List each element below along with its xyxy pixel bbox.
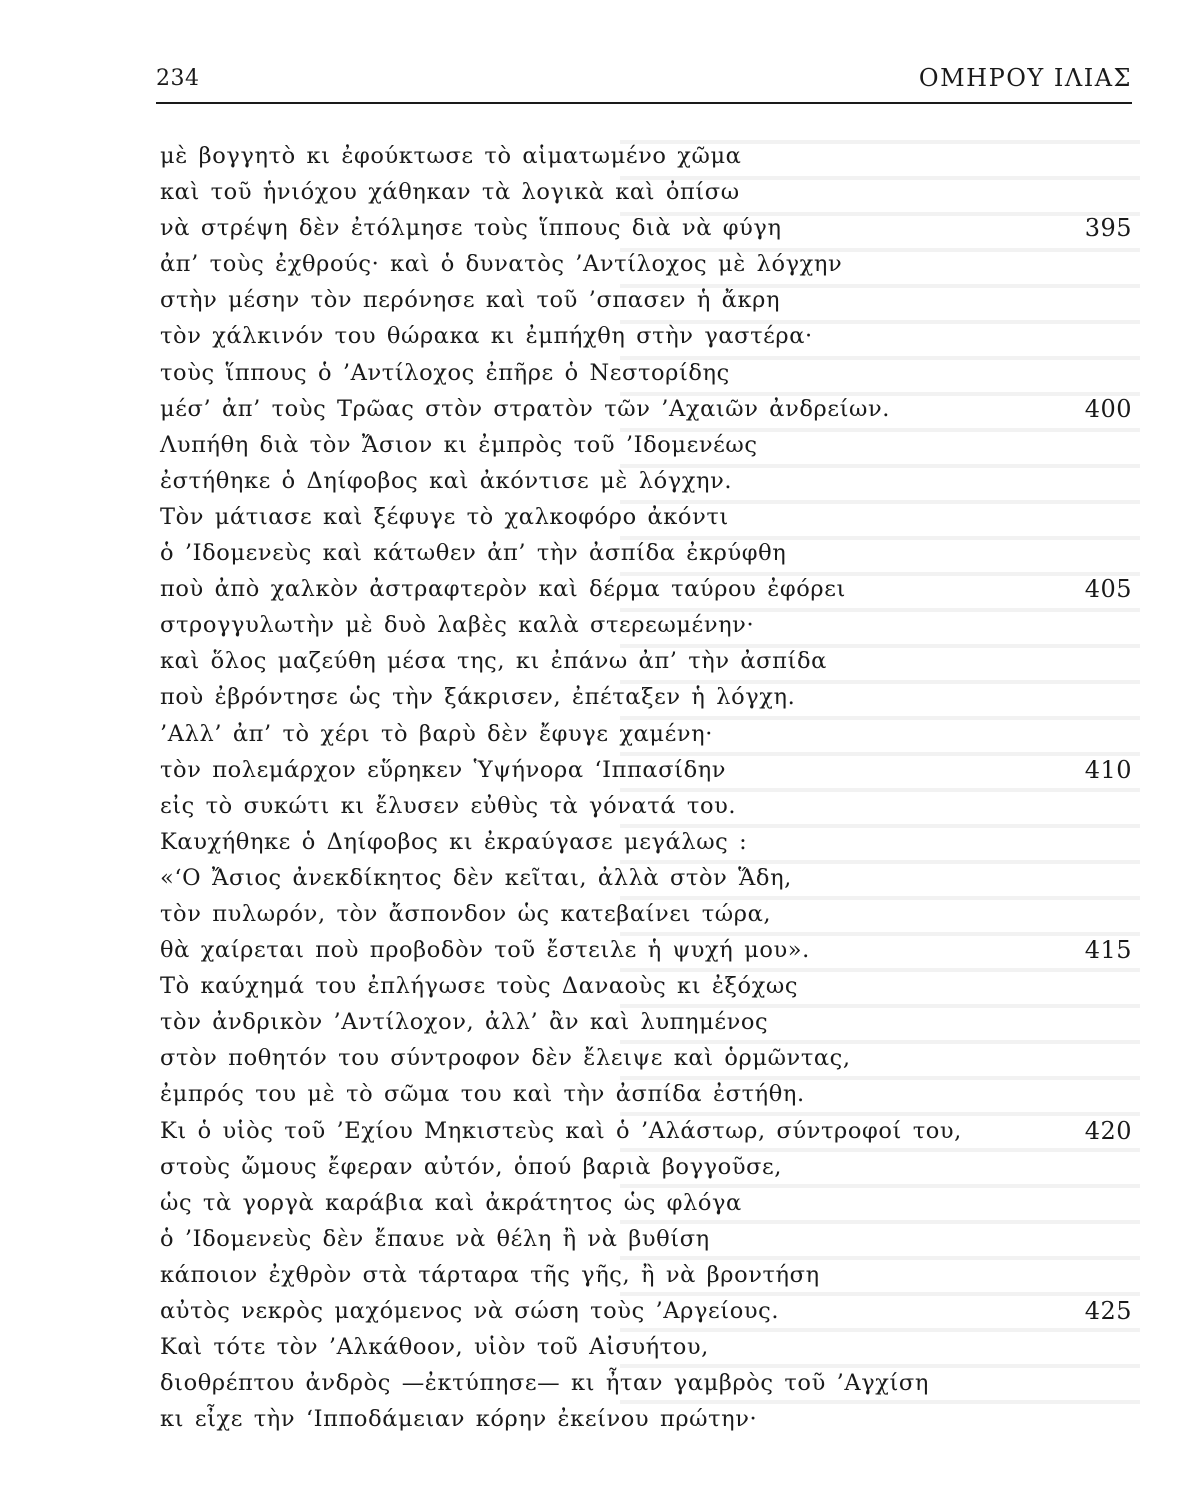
- verse-line: [160, 1365, 1132, 1401]
- verse-line: [160, 607, 1132, 643]
- verse-line: [160, 1329, 1132, 1365]
- line-number: 405: [1084, 575, 1132, 604]
- verse-line: [160, 716, 1132, 752]
- verse-text: τὸν πυλωρόν, τὸν ἄσπονδον ὡς κατεβαίνει τώρα,: [160, 900, 772, 927]
- verse-line: [160, 535, 1132, 571]
- verse-block: [160, 138, 1132, 1437]
- verse-text: θὰ χαίρεται ποὺ προβοδὸν τοῦ ἔστειλε ἡ ψυχή μου».: [160, 937, 810, 964]
- verse-line: [160, 679, 1132, 715]
- running-title: ΟΜΗΡΟΥ ΙΛΙΑΣ: [918, 64, 1132, 92]
- verse-text: τὸν πολεμάρχον εὕρηκεν Ὑψήνορα ‘Ιππασίδην: [160, 756, 727, 783]
- verse-line: [160, 391, 1132, 427]
- verse-text: στὸν ποθητόν του σύντροφον δὲν ἔλειψε καὶ ὁρμῶντας,: [160, 1045, 851, 1072]
- verse-line: [160, 968, 1132, 1004]
- page-header: [156, 62, 1132, 104]
- verse-text: στοὺς ὤμους ἔφεραν αὐτόν, ὁπού βαριὰ βογγοῦσε,: [160, 1153, 783, 1180]
- verse-line: [160, 932, 1132, 968]
- verse-line: [160, 1004, 1132, 1040]
- verse-line: [160, 318, 1132, 354]
- line-number: 415: [1084, 936, 1132, 965]
- verse-text: αὐτὸς νεκρὸς μαχόμενος νὰ σώση τοὺς ’Αργείους.: [160, 1298, 780, 1324]
- verse-line: [160, 246, 1132, 282]
- verse-text: Τὸν μάτιασε καὶ ξέφυγε τὸ χαλκοφόρο ἀκόντι: [160, 503, 729, 530]
- verse-text: κι εἶχε τὴν ‘Ιπποδάμειαν κόρην ἐκείνου πρώτην·: [160, 1406, 758, 1433]
- verse-line: [160, 174, 1132, 210]
- line-number: 410: [1084, 755, 1132, 784]
- verse-line: [160, 138, 1132, 174]
- verse-line: [160, 1257, 1132, 1293]
- verse-text: μὲ βογγητὸ κι ἐφούκτωσε τὸ αἱματωμένο χῶμα: [160, 143, 742, 169]
- verse-line: [160, 427, 1132, 463]
- verse-line: [160, 1185, 1132, 1221]
- verse-line: [160, 355, 1132, 391]
- verse-line: [160, 860, 1132, 896]
- verse-text: ἐμπρός του μὲ τὸ σῶμα του καὶ τὴν ἀσπίδα ἐστήθη.: [160, 1081, 805, 1108]
- verse-text: ὡς τὰ γοργὰ καράβια καὶ ἀκράτητος ὡς φλόγα: [160, 1189, 742, 1216]
- verse-line: [160, 788, 1132, 824]
- verse-line: [160, 1221, 1132, 1257]
- verse-line: [160, 752, 1132, 788]
- verse-text: ὁ ’Ιδομενεὺς δὲν ἔπαυε νὰ θέλη ἢ νὰ βυθίση: [160, 1225, 710, 1252]
- verse-text: ὁ ’Ιδομενεὺς καὶ κάτωθεν ἀπ’ τὴν ἀσπίδα ἐκρύφθη: [160, 540, 787, 567]
- verse-text: τοὺς ἵππους ὁ ’Αντίλοχος ἐπῆρε ὁ Νεστορίδης: [160, 359, 730, 386]
- verse-line: [160, 643, 1132, 679]
- verse-line: [160, 1401, 1132, 1437]
- verse-text: κάποιον ἐχθρὸν στὰ τάρταρα τῆς γῆς, ἢ νὰ βροντήση: [160, 1261, 820, 1288]
- verse-line: [160, 282, 1132, 318]
- verse-text: στὴν μέσην τὸν περόνησε καὶ τοῦ ’σπασεν ἡ ἄκρη: [160, 287, 781, 314]
- verse-text: μέσ’ ἀπ’ τοὺς Τρῶας στὸν στρατὸν τῶν ’Αχαιῶν ἀνδρείων.: [160, 395, 890, 422]
- verse-text: νὰ στρέψη δὲν ἐτόλμησε τοὺς ἵππους διὰ νὰ φύγη: [160, 215, 782, 242]
- verse-line: [160, 1040, 1132, 1076]
- verse-text: καὶ ὅλος μαζεύθη μέσα της, κι ἐπάνω ἀπ’ τὴν ἀσπίδα: [160, 648, 827, 675]
- verse-text: ποὺ ἀπὸ χαλκὸν ἀστραφτερὸν καὶ δέρμα ταύρου ἐφόρει: [160, 576, 846, 603]
- line-number: 400: [1084, 394, 1132, 423]
- verse-line: [160, 1076, 1132, 1112]
- verse-text: εἰς τὸ συκώτι κι ἔλυσεν εὐθὺς τὰ γόνατά του.: [160, 792, 737, 819]
- verse-text: Τὸ καύχημά του ἐπλήγωσε τοὺς Δαναοὺς κι ἐξόχως: [160, 973, 799, 1000]
- line-number: 425: [1084, 1297, 1132, 1325]
- verse-text: «‘Ο Ἄσιος ἀνεκδίκητος δὲν κεῖται, ἀλλὰ στὸν Ἅδη,: [160, 864, 792, 891]
- verse-line: [160, 463, 1132, 499]
- line-number: 395: [1084, 214, 1132, 243]
- verse-text: Κι ὁ υἱὸς τοῦ ’Εχίου Μηκιστεὺς καὶ ὁ ’Αλάστωρ, σύντροφοί του,: [160, 1117, 962, 1144]
- verse-text: τὸν ἀνδρικὸν ’Αντίλοχον, ἀλλ’ ἂν καὶ λυπημένος: [160, 1009, 769, 1036]
- verse-text: διοθρέπτου ἀνδρὸς —ἐκτύπησε— κι ἦταν γαμβρὸς τοῦ ’Αγχίση: [160, 1370, 929, 1397]
- verse-line: [160, 499, 1132, 535]
- verse-text: τὸν χάλκινόν του θώρακα κι ἐμπήχθη στὴν γαστέρα·: [160, 323, 813, 350]
- verse-line: [160, 210, 1132, 246]
- verse-line: [160, 896, 1132, 932]
- verse-line: [160, 824, 1132, 860]
- verse-text: ἀπ’ τοὺς ἐχθρούς· καὶ ὁ δυνατὸς ’Αντίλοχος μὲ λόγχην: [160, 251, 843, 278]
- verse-text: Καυχήθηκε ὁ Δηίφοβος κι ἐκραύγασε μεγάλως :: [160, 828, 748, 855]
- verse-line: [160, 1149, 1132, 1185]
- line-number: 420: [1084, 1116, 1132, 1145]
- verse-text: στρογγυλωτὴν μὲ δυὸ λαβὲς καλὰ στερεωμένην·: [160, 612, 755, 639]
- verse-text: ’Αλλ’ ἀπ’ τὸ χέρι τὸ βαρὺ δὲν ἔφυγε χαμένη·: [160, 720, 713, 747]
- verse-line: [160, 571, 1132, 607]
- verse-text: Καὶ τότε τὸν ’Αλκάθοον, υἱὸν τοῦ Αἰσυήτου,: [160, 1334, 709, 1361]
- verse-text: ἐστήθηκε ὁ Δηίφοβος καὶ ἀκόντισε μὲ λόγχην.: [160, 467, 733, 494]
- verse-text: Λυπήθη διὰ τὸν Ἄσιον κι ἐμπρὸς τοῦ ’Ιδομενέως: [160, 431, 758, 458]
- page-number: 234: [156, 66, 200, 91]
- verse-line: [160, 1113, 1132, 1149]
- verse-text: καὶ τοῦ ἡνιόχου χάθηκαν τὰ λογικὰ καὶ ὀπίσω: [160, 179, 740, 206]
- verse-line: [160, 1293, 1132, 1329]
- verse-text: ποὺ ἐβρόντησε ὡς τὴν ξάκρισεν, ἐπέταξεν ἡ λόγχη.: [160, 684, 796, 711]
